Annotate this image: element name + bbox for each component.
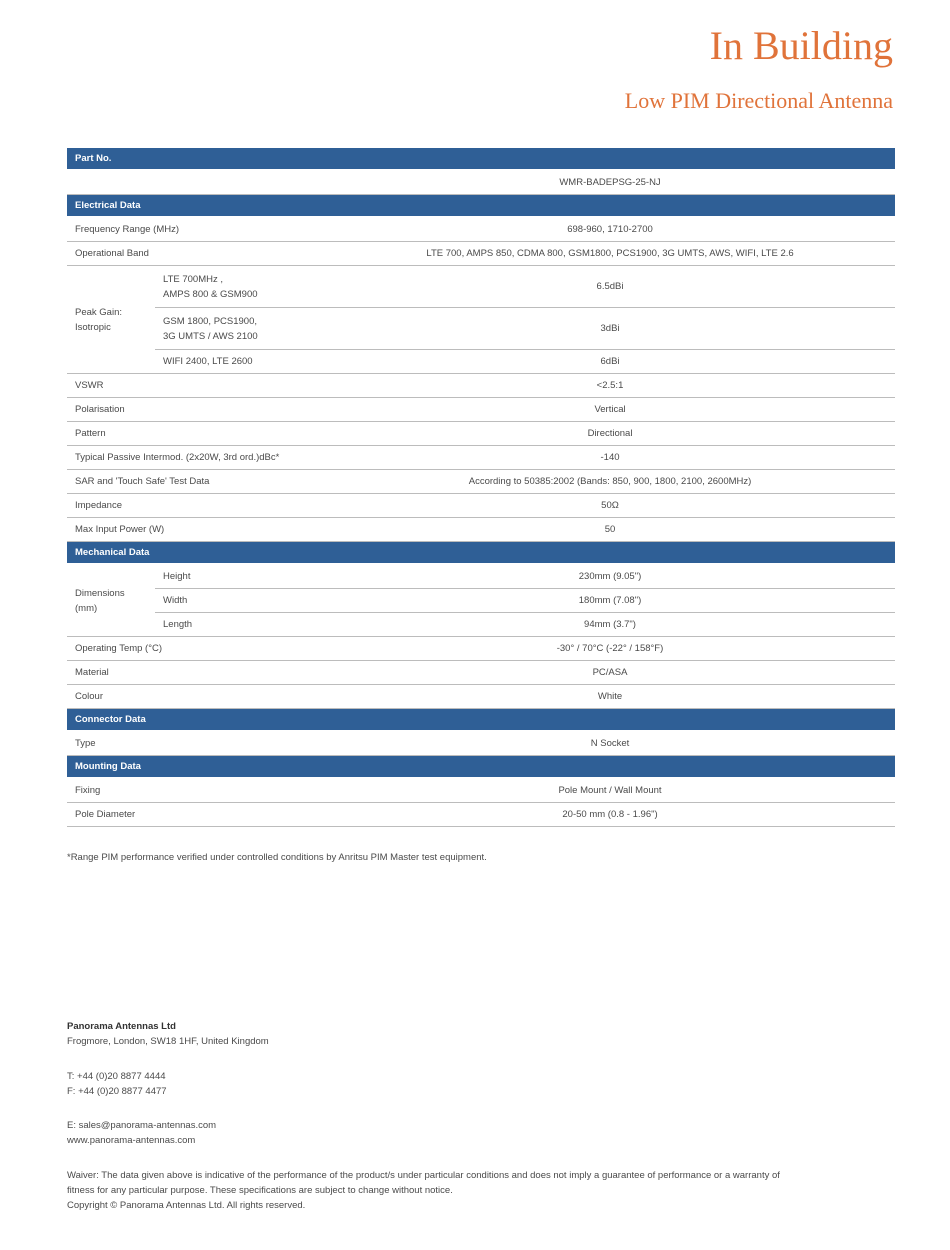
table-row: GSM 1800, PCS1900, 3G UMTS / AWS 2100 3dBi: [67, 308, 895, 350]
phone: T: +44 (0)20 8877 4444: [67, 1071, 166, 1082]
table-row: Dimensions (mm) Height 230mm (9.05"): [67, 564, 895, 589]
contact-web: [67, 1118, 216, 1148]
section-header-mechanical: Mechanical Data: [67, 542, 895, 565]
section-header-part-no: Part No.: [67, 148, 895, 170]
contact-phones: [67, 1069, 167, 1099]
table-row: Frequency Range (MHz) 698-960, 1710-2700: [67, 217, 895, 242]
table-row: VSWR <2.5:1: [67, 374, 895, 398]
table-row: Width 180mm (7.08"): [67, 589, 895, 613]
table-row: Pole Diameter 20-50 mm (0.8 - 1.96"): [67, 803, 895, 827]
table-row: Length 94mm (3.7"): [67, 613, 895, 637]
table-row: Impedance 50Ω: [67, 494, 895, 518]
section-header-connector: Connector Data: [67, 709, 895, 732]
table-row: Peak Gain: Isotropic LTE 700MHz , AMPS 800 & GSM900 6.5dBi: [67, 266, 895, 308]
table-row: [67, 170, 895, 195]
section-header-electrical: Electrical Data: [67, 195, 895, 218]
company-name: Panorama Antennas Ltd: [67, 1021, 176, 1032]
page-subtitle: Low PIM Directional Antenna: [624, 88, 893, 113]
table-row: WIFI 2400, LTE 2600 6dBi: [67, 350, 895, 374]
spec-table: [67, 148, 895, 827]
table-row: Type N Socket: [67, 731, 895, 756]
table-row: Max Input Power (W) 50: [67, 518, 895, 542]
fax: F: +44 (0)20 8877 4477: [67, 1086, 167, 1097]
waiver: Waiver: The data given above is indicative of the performance of the product/s under particular conditions and does not imply a guarantee of performance or a warranty of fitness for any particular purpose. These specifications are subject to change without notice. Copyright © Panorama Antennas Ltd. All rights reserved.: [67, 1168, 897, 1213]
footnote: *Range PIM performance verified under controlled conditions by Anritsu PIM Master test equipment.: [67, 852, 487, 863]
table-row: Typical Passive Intermod. (2x20W, 3rd ord.)dBc* -140: [67, 446, 895, 470]
company-block: [67, 1019, 269, 1049]
copyright: Copyright © Panorama Antennas Ltd. All rights reserved.: [67, 1200, 306, 1211]
table-row: Colour White: [67, 685, 895, 709]
table-row: Pattern Directional: [67, 422, 895, 446]
section-header-mounting: Mounting Data: [67, 756, 895, 779]
table-row: SAR and 'Touch Safe' Test Data According to 50385:2002 (Bands: 850, 900, 1800, 2100, 2600MHz): [67, 470, 895, 494]
email-link[interactable]: E: sales@panorama-antennas.com: [67, 1120, 217, 1131]
website-link[interactable]: www.panorama-antennas.com: [67, 1135, 196, 1146]
peak-gain-label: Peak Gain: Isotropic: [67, 266, 155, 374]
table-row: Operating Temp (°C) -30° / 70°C (-22° / 158°F): [67, 637, 895, 661]
dimensions-label: Dimensions (mm): [67, 564, 155, 637]
table-row: Fixing Pole Mount / Wall Mount: [67, 778, 895, 803]
company-address: Frogmore, London, SW18 1HF, United Kingdom: [67, 1036, 269, 1047]
part-number-value: WMR-BADEPSG-25-NJ: [325, 170, 895, 195]
table-row: Operational Band LTE 700, AMPS 850, CDMA 800, GSM1800, PCS1900, 3G UMTS, AWS, WIFI, LTE 2.6: [67, 242, 895, 266]
page-title: In Building: [709, 23, 893, 68]
table-row: Polarisation Vertical: [67, 398, 895, 422]
table-row: Material PC/ASA: [67, 661, 895, 685]
